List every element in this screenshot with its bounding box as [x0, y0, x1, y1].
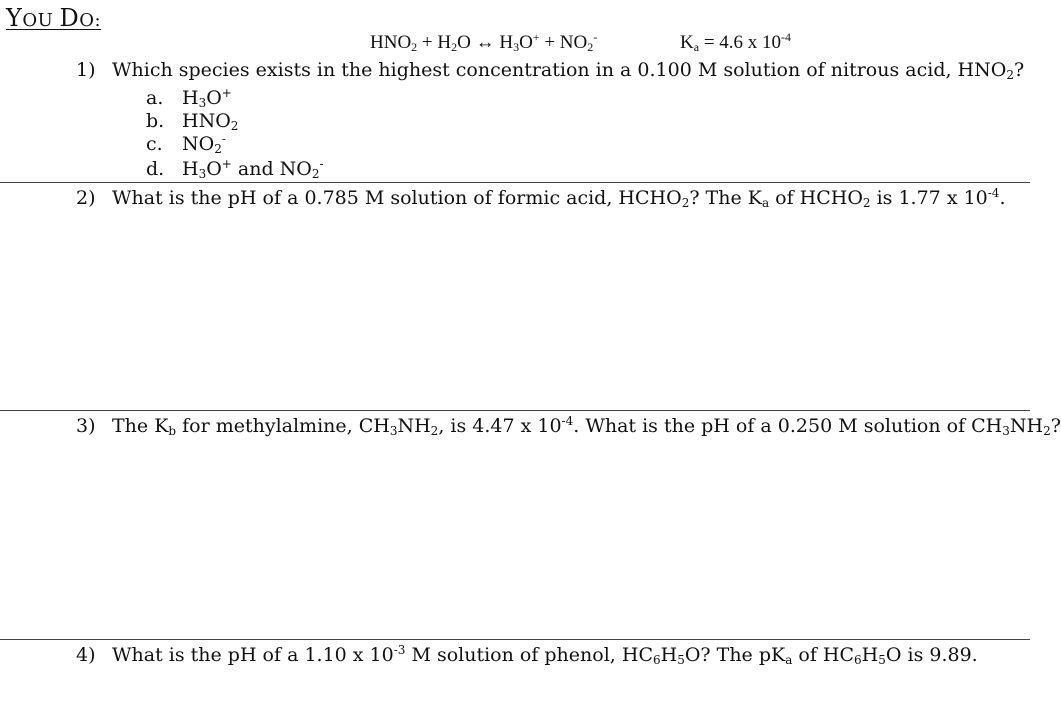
divider-3 — [0, 639, 1030, 640]
reaction-equation: $HNO_2 + H_2O$ ↔ $H_3O^+ + NO_2^-$ — [370, 30, 598, 54]
q1-option-c: c. $NO_2^-$ — [146, 132, 226, 156]
section-heading: YOU DO: — [6, 4, 102, 32]
question-4: 4) What is the pH of a 1.10 x $10^{-3}$ M solution of phenol, $HC_6H_5O$? The $pK_a$ of $HC_6H_5O$ is 9.89. — [76, 643, 978, 667]
question-2: 2) What is the pH of a 0.785 M solution of formic acid, $HCHO_2$? The $K_a$ of $HCHO_2$ is 1.77 x $10^{-4}$. — [76, 186, 1006, 210]
divider-2 — [0, 410, 1030, 411]
ka-value: $K_a = 4.6$ x $10^{-4}$ — [680, 30, 792, 54]
question-3: 3) The $K_b$ for methylalmine, $CH_3NH_2$, is 4.47 x $10^{-4}$. What is the pH of a 0.250 M solution of $CH_3NH_2$? — [76, 414, 1061, 438]
question-1: 1) Which species exists in the highest concentration in a 0.100 M solution of nitrous acid, $HNO_2$? — [76, 59, 1025, 82]
q1-option-d: d. $H_3O^+$ and $NO_2^-$ — [146, 157, 324, 181]
q1-option-a: a. $H_3O^+$ — [146, 86, 232, 110]
q1-option-b: b. $HNO_2$ — [146, 110, 239, 133]
divider-1 — [0, 182, 1030, 183]
